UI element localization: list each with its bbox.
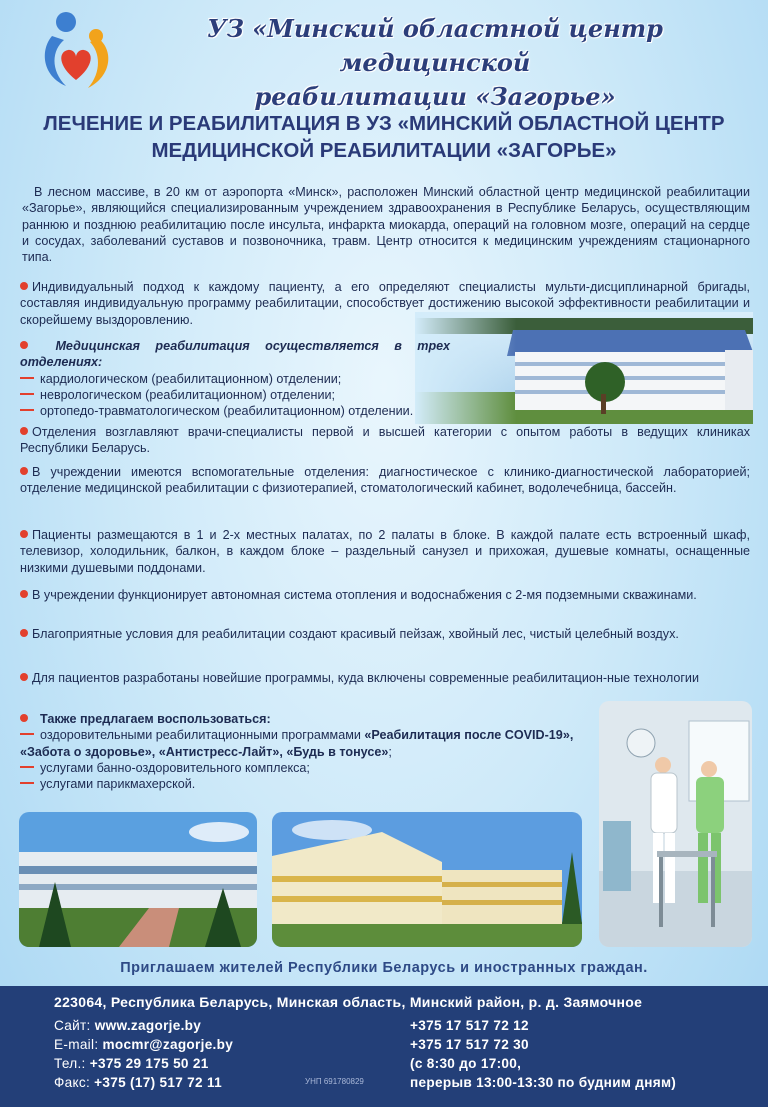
department-item [20, 387, 450, 403]
dash-icon [20, 409, 34, 411]
conditions-paragraph [20, 626, 750, 642]
staff-paragraph [20, 424, 750, 457]
departments-title-row [20, 338, 450, 371]
offer-item-prefix: оздоровительными реабилитационными программами [40, 728, 365, 743]
programs-text: Для пациентов разработаны новейшие программы, куда включены современные реабилитацион-ные технологии [32, 671, 700, 685]
departments-block [20, 338, 450, 419]
department-item [20, 371, 450, 387]
phone-1[interactable]: +375 17 517 72 12 [410, 1018, 529, 1033]
offer-title: Также предлагаем воспользоваться: [40, 712, 271, 726]
site-row [54, 1018, 201, 1033]
conditions-text: Благоприятные условия для реабилитации создают красивый пейзаж, хвойный лес, чистый целебный воздух. [32, 627, 679, 641]
rooms-text: Пациенты размещаются в 1 и 2-х местных палатах, по 2 палаты в блоке. В каждой палате есть встроенный шкаф, телевизор, холодильник, балкон, в каждом блоке – раздельный санузел и прихожая, душевые комнаты, оснащенные низкими душевыми поддонами. [20, 528, 750, 575]
building-image [19, 812, 257, 947]
working-hours: (с 8:30 до 17:00, [410, 1056, 522, 1071]
dash-icon [20, 377, 34, 379]
phone-2[interactable]: +375 17 517 72 30 [410, 1037, 529, 1052]
departments-title: Медицинская реабилитация осуществляется в трех отделениях: [20, 339, 450, 370]
heating-text: В учреждении функционирует автономная система отопления и водоснабжения с 2-мя подземными скважинами. [32, 588, 697, 602]
page-title-line1: ЛЕЧЕНИЕ И РЕАБИЛИТАЦИЯ В УЗ «МИНСКИЙ ОБЛАСТНОЙ ЦЕНТР [43, 112, 725, 135]
building-photo-middle [272, 812, 582, 947]
org-title-line1: УЗ «Минский областной центр медицинской [207, 14, 663, 77]
offer-title-row [20, 711, 585, 727]
logo-icon [36, 10, 116, 94]
org-title-line2: реабилитации «Загорье» [254, 82, 616, 111]
unp-number: УНП 691780829 [305, 1077, 364, 1086]
tel-row [54, 1056, 209, 1071]
header [0, 0, 768, 111]
programs-paragraph [20, 670, 750, 686]
staff-text: Отделения возглавляют врачи-специалисты первой и высшей категории с опытом работы в ведущих клиниках Республики Беларусь. [20, 425, 750, 456]
dash-icon [20, 733, 34, 735]
building-image [415, 312, 753, 424]
break-hours: перерыв 13:00-13:30 по будним дням) [410, 1075, 677, 1090]
auxiliary-text: В учреждении имеются вспомогательные отделения: диагностическое с клинико-диагностической лабораторией; отделение медицинской реабилитации с физиотерапией, стоматологический кабинет, водолечебница, бассейн. [20, 465, 750, 496]
auxiliary-paragraph [20, 464, 750, 497]
offer-block [20, 711, 585, 792]
department-item-label: кардиологическом (реабилитационном) отделении; [40, 371, 342, 386]
building-photo-top [415, 312, 753, 424]
email-link[interactable]: mocmr@zagorje.by [102, 1037, 234, 1052]
building-image [272, 812, 582, 947]
offer-programs: «Реабилитация после COVID-19», «Забота о здоровье», «Антистресс-Лайт», «Будь в тонусе» [20, 728, 574, 759]
dash-icon [20, 766, 34, 768]
offer-item [20, 776, 585, 792]
individual-approach-text: Индивидуальный подход к каждому пациенту, а его определяют специалисты мульти-дисциплинарной бригады, составляя индивидуальную программу реабилитации, способствует достижению высокой эффективности реабилитации и скорейшему выздоровлению. [20, 280, 750, 327]
footer [0, 986, 768, 1107]
offer-item-label: услугами парикмахерской. [40, 777, 196, 792]
building-photo-left [19, 812, 257, 947]
page-title [20, 110, 748, 164]
site-link[interactable]: www.zagorje.by [94, 1018, 202, 1033]
medical-staff-photo [599, 701, 752, 947]
heating-paragraph [20, 587, 750, 603]
offer-item [20, 760, 585, 776]
fax-row [54, 1075, 222, 1090]
department-item [20, 403, 450, 419]
dash-icon [20, 393, 34, 395]
page-title-line2: МЕДИЦИНСКОЙ РЕАБИЛИТАЦИИ «ЗАГОРЬЕ» [151, 139, 617, 162]
dash-icon [20, 782, 34, 784]
org-title [120, 12, 750, 114]
email-label: E-mail: [54, 1037, 99, 1052]
department-item-label: неврологическом (реабилитационном) отделении; [40, 387, 336, 402]
intro-paragraph: В лесном массиве, в 20 км от аэропорта «Минск», расположен Минский областной центр медицинской реабилитации «Загорье», являющийся специализированным учреждением здравоохранения в Республике Беларусь, осуществляющим раннюю и позднюю реабилитацию после инсульта, инфаркта миокарда, операций на головном мозге, операций на сердце и сосудах, заболеваний суставов и позвоночника, травм. Центр относится к медицинским учреждениям стационарного типа. [22, 185, 750, 265]
fax-label: Факс: [54, 1075, 91, 1090]
offer-item-suffix: ; [388, 744, 392, 759]
tel-label: Тел.: [54, 1056, 86, 1071]
site-label: Сайт: [54, 1018, 91, 1033]
email-row [54, 1037, 233, 1052]
offer-item-label: услугами банно-оздоровительного комплекса; [40, 760, 310, 775]
medical-room-image [599, 701, 752, 947]
rooms-paragraph [20, 527, 750, 576]
address: 223064, Республика Беларусь, Минская область, Минский район, р. д. Заямочное [54, 994, 643, 1010]
offer-item [20, 727, 585, 760]
department-item-label: ортопедо-травматологическом (реабилитационном) отделении. [40, 404, 414, 419]
tel-number[interactable]: +375 29 175 50 21 [89, 1056, 209, 1071]
invitation-text: Приглашаем жителей Республики Беларусь и иностранных граждан. [120, 960, 648, 976]
fax-number: +375 (17) 517 72 11 [94, 1075, 222, 1090]
